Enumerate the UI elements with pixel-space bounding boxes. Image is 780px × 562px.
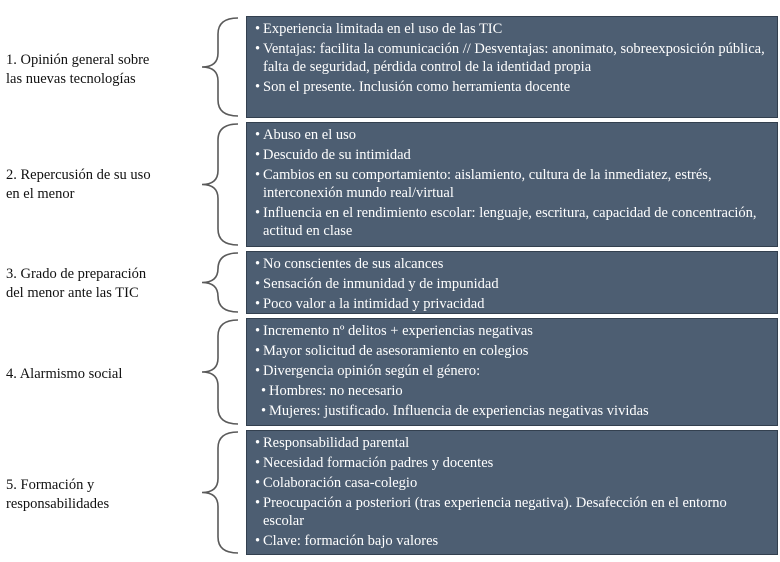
bullet-item: • No conscientes de sus alcances [255,255,771,273]
sub-bullet-item: • Mujeres: justificado. Influencia de experiencias negativas vividas [255,402,771,420]
section-label-line: 1. Opinión general sobre [6,52,150,68]
bullet-item: • Poco valor a la intimidad y privacidad [255,295,771,313]
bullet-item: • Necesidad formación padres y docentes [255,454,771,472]
section-label-line: en el menor [6,186,75,202]
section-label [6,166,194,204]
sub-bullet-item: • Hombres: no necesario [255,382,771,400]
bullet-item: • Ventajas: facilita la comunicación // Desventajas: anonimato, sobreexposición pública, falta de seguridad, pérdida control de la identidad propia [255,40,771,76]
bullet-box [246,430,778,555]
bullet-item: • Son el presente. Inclusión como herramienta docente [255,78,771,96]
bullet-item: • Cambios en su comportamiento: aislamiento, cultura de la inmediatez, estrés, interconexión mundo real/virtual [255,166,771,202]
brace-path [202,320,238,424]
curly-brace [198,251,244,314]
bullet-item: • Abuso en el uso [255,126,771,144]
curly-brace [198,16,244,118]
bullet-box [246,318,778,426]
curly-brace [198,122,244,247]
bullet-item: • Sensación de inmunidad y de impunidad [255,275,771,293]
bullet-box [246,122,778,247]
brace-path [202,253,238,312]
bullet-item: • Clave: formación bajo valores [255,532,771,550]
bullet-item: • Descuido de su intimidad [255,146,771,164]
section-label-line: responsabilidades [6,496,110,512]
bullet-item: • Incremento nº delitos + experiencias negativas [255,322,771,340]
bullet-box [246,16,778,118]
section-label-line: las nuevas tecnologías [6,71,136,87]
section-label-line: 4. Alarmismo social [6,366,123,382]
section-label-line: 3. Grado de preparación [6,266,147,282]
bullet-item: • Responsabilidad parental [255,434,771,452]
bullet-item: • Experiencia limitada en el uso de las TIC [255,20,771,38]
curly-brace [198,318,244,426]
bullet-box [246,251,778,314]
section-label [6,51,194,89]
brace-path [202,124,238,245]
section-label [6,476,194,514]
section-label [6,365,194,384]
bullet-item: • Divergencia opinión según el género: [255,362,771,380]
section-label-line: del menor ante las TIC [6,285,139,301]
bullet-item: • Preocupación a posteriori (tras experiencia negativa). Desafección en el entorno escolar [255,494,771,530]
curly-brace [198,430,244,555]
section-label [6,265,194,303]
section-label-line: 2. Repercusión de su uso [6,167,151,183]
bullet-item: • Influencia en el rendimiento escolar: lenguaje, escritura, capacidad de concentración, actitud en clase [255,204,771,240]
brace-path [202,18,238,116]
brace-path [202,432,238,553]
bullet-item: • Colaboración casa-colegio [255,474,771,492]
section-label-line: 5. Formación y [6,477,95,493]
bullet-item: • Mayor solicitud de asesoramiento en colegios [255,342,771,360]
